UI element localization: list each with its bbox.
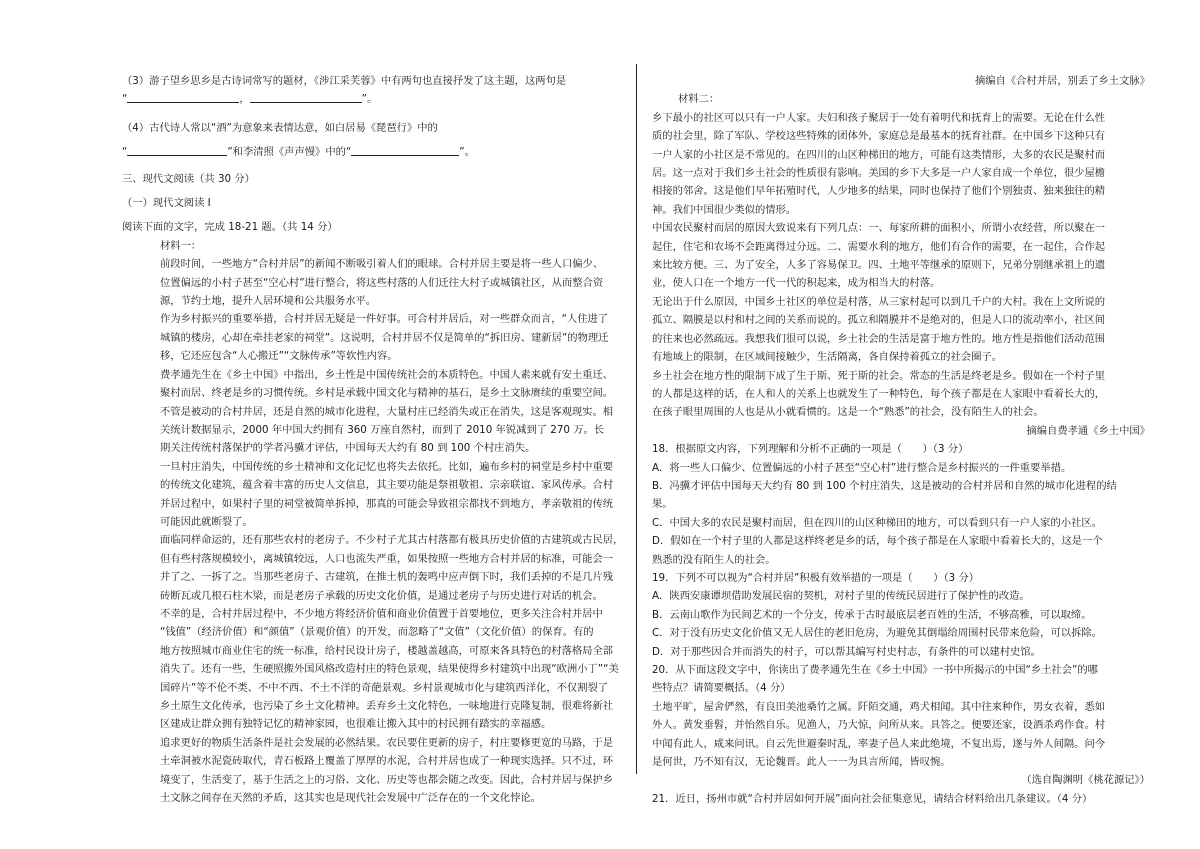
question-19-option: D．对于那些因合并而消失的村子，可以帮其编写村史村志，有条件的可以建村史馆。 bbox=[652, 645, 1041, 658]
material-one-line: 砖断瓦或几根石柱木梁，而是老房子承载的历史文化价值，是通过老房子与历史进行对话的机会。 bbox=[160, 589, 603, 602]
material-one-line: 消失了。还有一些，生硬照搬外国风格改造村庄的特色景观，结果使得乡村建筑中出现“欧洲小丁”“美 bbox=[160, 663, 619, 676]
passage-line: 外人。黄发垂髫，并怡然自乐。见渔人，乃大惊，问所从来。具答之。便要还家，设酒杀鸡作食。村 bbox=[652, 719, 1106, 732]
material-one-line: 移，它还应包含“人心搬迁”“文脉传承”等软性内容。 bbox=[160, 350, 398, 363]
material-one-line: 作为乡村振兴的重要举措，合村并居无疑是一件好事。可合村并居后，对一些群众而言，“人住进了 bbox=[160, 313, 609, 326]
question-18-option: D．假如在一个村子里的人都是这样终老是乡的话，每个孩子都是在人家眼中看着长大的，这是一个 bbox=[652, 535, 1103, 548]
material-two-line: 乡土社会在地方性的限制下成了生于斯、死于斯的社会。常态的生活是终老是乡。假如在一个村子里 bbox=[652, 369, 1106, 382]
material-one bbox=[122, 237, 632, 808]
material-one-line: 面临同样命运的，还有那些农村的老房子。不少村子尤其古村落都有极具历史价值的古建筑或古民居， bbox=[160, 534, 624, 547]
material-one-line: 土牵洞被水泥瓷砖取代，青石板路上覆盖了厚厚的水泥，合村并居也成了一种现实选择。只不过，环 bbox=[160, 755, 614, 768]
q4-blank-1[interactable] bbox=[127, 144, 227, 156]
q3-blank-1[interactable] bbox=[127, 91, 239, 103]
material-one-line: 聚村而居、终老是乡的习惯传统。乡村是承载中国文化与精神的基石，是乡土文脉赓续的重要空间。 bbox=[160, 387, 614, 400]
material-two-line: 无论出于什么原因，中国乡土社区的单位是村落，从三家村起可以到几千户的大村。我在上文所说的 bbox=[652, 295, 1106, 308]
question-18-option: B．冯骥才评估中国每天大约有 80 到 100 个村庄消失，这是被动的合村并居和自然的城市化进程的结 bbox=[652, 479, 1117, 492]
question-19-option: C．对于没有历史文化价值又无人居住的老旧危房，为避免其倒塌给周围村民带来危险，可以拆除。 bbox=[652, 627, 1102, 640]
question-18-option: 果。 bbox=[652, 498, 673, 511]
material-two-label: 材料二： bbox=[678, 93, 720, 106]
q3-end: ”。 bbox=[361, 93, 378, 106]
column-divider bbox=[636, 64, 637, 774]
question-20: 20．从下面这段文字中，你读出了费孝通先生在《乡土中国》一书中所揭示的中国“乡土社会”的哪 bbox=[652, 664, 1098, 676]
q3-blank-2[interactable] bbox=[250, 91, 362, 103]
material-one-line: “钱值”（经济价值）和“颜值”（景观价值）的开发，而忽略了“文值”（文化价值）的保育。有的 bbox=[160, 626, 594, 639]
passage-body bbox=[652, 698, 1150, 772]
material-one-line: 关统计数据显示，2000 年中国大约拥有 360 万座自然村，而到了 2010 年锐减到了 270 万。长 bbox=[160, 423, 605, 436]
q4-end: ”。 bbox=[459, 146, 475, 159]
passage-line: 是何世，乃不知有汉，无论魏晋。此人一一为具言所闻，皆叹惋。 bbox=[652, 756, 951, 769]
q4-blank-2[interactable] bbox=[351, 144, 459, 156]
material-one-line: 位置偏远的小村子甚至“空心村”进行整合，将这些村落的人们迁往大村子或城镇社区，从而整合资 bbox=[160, 276, 604, 289]
q4-mid: ”和李清照《声声慢》中的“ bbox=[227, 146, 352, 159]
passage-source: （选自陶渊明《桃花源记》） bbox=[1021, 774, 1150, 787]
material-one-line: 国碎片”等不伦不类、不中不西、不土不洋的奇葩景观。乡村景观城市化与建筑西洋化，不仅割裂了 bbox=[160, 681, 609, 694]
material-two-line: 来比较方便。三、为了安全，人多了容易保卫。四、土地平等继承的原则下，兄弟分别继承祖上的遗 bbox=[652, 259, 1106, 272]
material-two-line: 中国农民聚村而居的原因大致说来有下列几点：一、每家所耕的面积小，所谓小农经营，所以聚在一 bbox=[652, 222, 1106, 235]
material-one-source: 摘编自《合村并居，别丢了乡土文脉》 bbox=[974, 75, 1150, 87]
question-19-option: A．陕西安康谭坝借助发展民宿的契机，对村子里的传统民居进行了保护性的改造。 bbox=[652, 590, 1030, 603]
material-two-line: 神。我们中国很少类似的情形。 bbox=[652, 203, 797, 216]
material-two-line: 起住，住宅和农场不会距离得过分远。二、需要水利的地方，他们有合作的需要，在一起住，合作起 bbox=[652, 240, 1106, 253]
material-two-line: 乡下最小的社区可以只有一户人家。夫妇和孩子聚居于一处有着明代和抚育上的需要。无论在什么性 bbox=[652, 111, 1106, 124]
material-one-line: 地方按照城市商业住宅的统一标准，给村民设计房子，楼越盖越高，可原来各具特色的村落格局全部 bbox=[160, 644, 614, 657]
question-21: 21．近日，扬州市就“合村并居如何开展”面向社会征集意见，请结合材料给出几条建议。（4 分） bbox=[652, 792, 1093, 805]
material-one-line: 境变了，生活变了，基于生活之上的习俗、文化、历史等也都会随之改变。因此，合村并居与保护乡 bbox=[160, 773, 614, 786]
right-column bbox=[652, 72, 1150, 808]
material-two-line: 在孩子眼里周围的人也是从小就看惯的。这是一个“熟悉”的社会，没有陌生人的社会。 bbox=[652, 406, 1044, 419]
left-column bbox=[122, 72, 632, 807]
question-18-options bbox=[652, 459, 1150, 569]
material-one-line: 追求更好的物质生活条件是社会发展的必然结果。农民要住更新的房子，村庄要修更宽的马路，于是 bbox=[160, 736, 614, 749]
q3-sep: ， bbox=[239, 93, 250, 106]
material-one-line: 期关注传统村落保护的学者冯骥才评估，中国每天大约有 80 到 100 个村庄消失。 bbox=[160, 442, 536, 455]
material-two-line: 孤立、隔膜是以村和村之间的关系而说的。孤立和隔膜并不是绝对的，但是人口的流动率小，社区间 bbox=[652, 314, 1106, 327]
material-one-line: 费孝通先生在《乡土中国》中指出，乡土性是中国传统社会的本质特色。中国人素来就有安土重迁、 bbox=[160, 368, 614, 381]
material-one-line: 区建成让群众拥有独特记忆的精神家园，也很难让搬入其中的村民拥有踏实的幸福感。 bbox=[160, 718, 552, 731]
material-one-line: 的传统文化建筑，蕴含着丰富的历史人文信息，其主要功能是祭祖敬祖、宗亲联谊、家风传承。合村 bbox=[160, 479, 614, 492]
question-18-option: C．中国大多的农民是聚村而居，但在四川的山区种梯田的地方，可以看到只有一户人家的小社区。 bbox=[652, 516, 1102, 529]
material-one-line: 土文脉之间存在天然的矛盾，这其实也是现代社会发展中广泛存在的一个文化悖论。 bbox=[160, 792, 541, 805]
material-one-line: 不幸的是，合村并居过程中，不少地方将经济价值和商业价值置于首要地位，更多关注合村并居中 bbox=[160, 607, 603, 620]
q3-prompt: （3）游子望乡思乡是古诗词常写的题材，《涉江采芙蓉》中有两句也直接抒发了这主题，这两句是 bbox=[122, 75, 567, 87]
material-one-line: 一旦村庄消失，中国传统的乡土精神和文化记忆也将失去依托。比如，遍布乡村的祠堂是乡村中重要 bbox=[160, 460, 614, 473]
material-two-line: 相接的邻舍。这是他们早年拓殖时代，人少地多的结果，同时也保持了他们个别独责、独来独往的精 bbox=[652, 185, 1106, 198]
material-one-body bbox=[160, 255, 632, 807]
passage-line: 土地平旷，屋舍俨然，有良田美池桑竹之属。阡陌交通，鸡犬相闻。其中往来种作，男女衣着，悉如 bbox=[652, 700, 1106, 713]
material-one-line: 并居过程中，如果村子里的祠堂被简单拆掉，那真的可能会导致祖宗都找不到地方，孝亲敬祖的传统 bbox=[160, 497, 614, 510]
q4-blanks bbox=[122, 143, 632, 161]
material-one-line: 源，节约土地，提升人居环境和公共服务水平。 bbox=[160, 295, 377, 308]
material-two-source: 摘编自费孝通《乡土中国》 bbox=[1026, 424, 1150, 437]
material-one-line: 不管是被动的合村并居，还是自然的城市化进程，大量村庄已经消失或正在消失，这是客观现实。相 bbox=[160, 405, 614, 418]
material-one-line: 乡土原生文化传承，也污染了乡土文化精神。丢弃乡土文化特色，一味地进行克隆复制，很难将新社 bbox=[160, 700, 614, 712]
question-19-options bbox=[652, 587, 1150, 661]
q3-quote-open: “ bbox=[122, 93, 128, 106]
material-two-line: 的往来也必然疏远。我想我们很可以说，乡土社会的生活是富于地方性的。地方性是指他们活动范围 bbox=[652, 332, 1106, 345]
question-18-option: A．将一些人口偏少、位置偏远的小村子甚至“空心村”进行整合是乡村振兴的一件重要举措。 bbox=[652, 461, 1072, 474]
q3-blanks bbox=[122, 90, 632, 108]
material-two-line: 有地域上的限制，在区域间接触少，生活隔离，各自保持着孤立的社会圈子。 bbox=[652, 351, 1003, 364]
material-one-line: 但有些村落规模较小，离城镇较远，人口也流失严重，如果按照一些地方合村并居的标准，可能会一 bbox=[160, 552, 614, 565]
question-19-option: B．云南山歌作为民间艺术的一个分支，传承于古时最底层老百姓的生活，不够高雅，可以取缔。 bbox=[652, 608, 1092, 621]
question-19: 19．下列不可以视为“合村并居”积极有效举措的一项是（ ）（3 分） bbox=[652, 571, 980, 584]
q4-prompt: （4）古代诗人常以“酒”为意象来表情达意，如白居易《琵琶行》中的 bbox=[122, 121, 438, 134]
material-two-body bbox=[652, 109, 1150, 422]
question-18-option: 熟悉的没有陌生人的社会。 bbox=[652, 553, 776, 566]
question-18: 18．根据原文内容，下列理解和分析不正确的一项是（ ）（3 分） bbox=[652, 443, 969, 456]
q4-quote-open: “ bbox=[122, 146, 128, 159]
passage-line: 中闻有此人，咸来问讯。自云先世避秦时乱，率妻子邑人来此绝境，不复出焉，遂与外人间隔。问今 bbox=[652, 737, 1106, 750]
question-20-cont: 些特点？请简要概括。（4 分） bbox=[652, 682, 791, 695]
reading-instruction: 阅读下面的文字，完成 18-21 题。（共 14 分） bbox=[122, 221, 338, 234]
material-one-line: 城镇的楼房，心却在牵挂老家的祠堂”。这说明，合村并居不仅是简单的“拆旧房、建新居”的物理迁 bbox=[160, 331, 609, 344]
material-one-line: 可能因此就断裂了。 bbox=[160, 515, 253, 528]
material-two-line: 一户人家的小社区是不常见的。在四川的山区种梯田的地方，可能有这类情形，大多的农民是聚村而 bbox=[652, 148, 1106, 161]
material-two-line: 的人都是这样的话，在人和人的关系上也就发生了一种特色，每个孩子都是在人家眼中看着长大的， bbox=[652, 387, 1106, 400]
material-one-line: 前段时间，一些地方“合村并居”的新闻不断吸引着人们的眼球。合村并居主要是将一些人口偏少、 bbox=[160, 258, 604, 271]
material-two-line: 业，使人口在一个地方一代一代的积起来，成为相当大的村落。 bbox=[652, 277, 941, 290]
material-one-label: 材料一： bbox=[160, 239, 202, 252]
material-one-line: 并了之、一拆了之。当那些老房子、古建筑，在推土机的轰鸣中应声倒下时，我们丢掉的不是几片残 bbox=[160, 571, 614, 584]
subsection-heading: （一）现代文阅读 I bbox=[122, 197, 211, 210]
material-two-line: 居。这一点对于我们乡土社会的性质很有影响。美国的乡下大多是一户人家自成一个单位，很少屋檐 bbox=[652, 167, 1106, 180]
material-two-line: 质的社会里，除了军队、学校这些特殊的团体外，家庭总是最基本的抚育社群。在中国乡下这种只有 bbox=[652, 130, 1106, 143]
section-heading: 三、现代文阅读（共 30 分） bbox=[122, 172, 255, 185]
